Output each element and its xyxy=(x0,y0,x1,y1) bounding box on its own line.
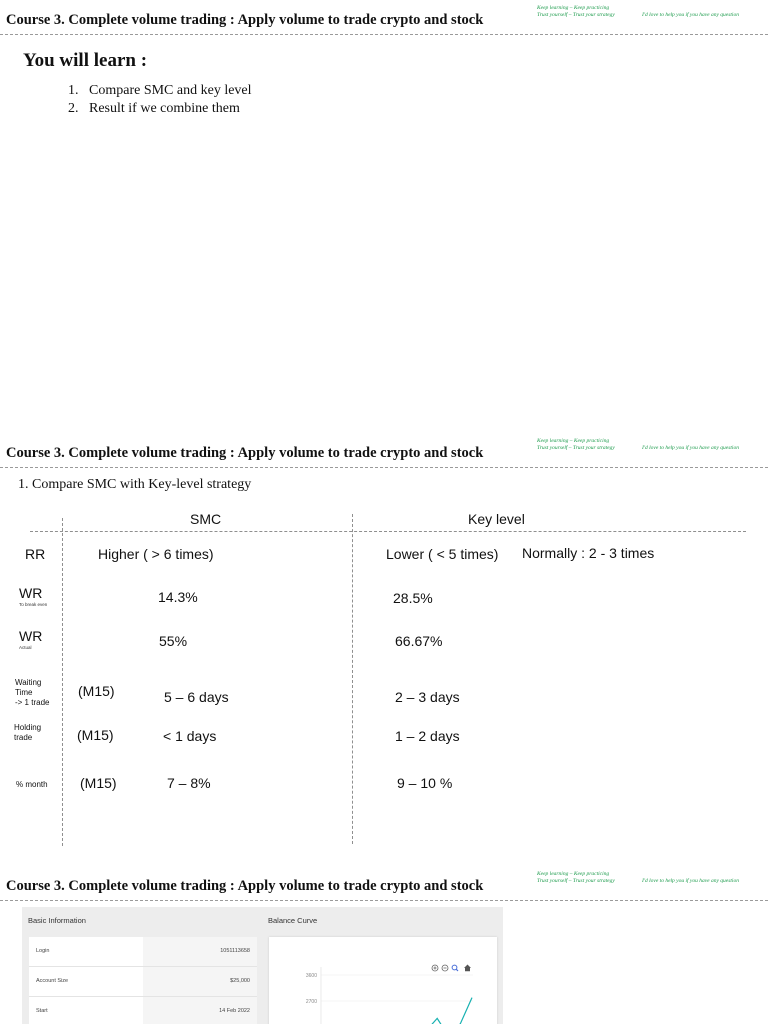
timeframe-label: (M15) xyxy=(77,727,114,743)
page-header xyxy=(0,866,768,901)
info-value: 1051113658 xyxy=(220,948,250,954)
search-icon[interactable] xyxy=(452,965,458,971)
row-sublabel-actual: Actual xyxy=(19,645,32,650)
motto-line-1: Keep learning – Keep practicing xyxy=(537,871,610,877)
smc-wr-break-even: 14.3% xyxy=(158,589,198,605)
timeframe-label: (M15) xyxy=(80,775,117,791)
row-label-waiting-time xyxy=(15,678,49,708)
row-sublabel-break-even: To break even xyxy=(19,602,48,607)
account-dashboard-screenshot xyxy=(22,907,503,1024)
row-label-wr: WR xyxy=(19,628,43,644)
motto-line-2: Trust yourself – Trust your strategy xyxy=(537,878,615,884)
motto xyxy=(537,871,615,885)
basic-info-table xyxy=(29,937,257,1024)
smc-waiting-time: 5 – 6 days xyxy=(164,689,229,705)
waiting-label-line-1: Waiting xyxy=(15,678,42,687)
list-number: 2. xyxy=(68,101,79,116)
table-row xyxy=(29,937,257,967)
course-title: Course 3. Complete volume trading : Apply volume to trade crypto and stock xyxy=(6,445,484,461)
balance-curve-title: Balance Curve xyxy=(268,916,318,925)
info-key: Start xyxy=(36,1008,48,1014)
course-title: Course 3. Complete volume trading : Apply volume to trade crypto and stock xyxy=(6,878,484,894)
key-wr-actual: 66.67% xyxy=(395,633,443,649)
list-item xyxy=(68,100,252,118)
holding-label-line-1: Holding xyxy=(14,723,42,732)
chart-plot xyxy=(306,967,473,1024)
key-percent-month: 9 – 10 % xyxy=(397,775,453,791)
row-label-holding-trade xyxy=(14,723,41,743)
info-value: $25,000 xyxy=(230,978,250,984)
key-wr-break-even: 28.5% xyxy=(393,590,433,606)
smc-rr: Higher ( > 6 times) xyxy=(98,546,214,562)
smc-holding-trade: < 1 days xyxy=(163,728,217,744)
zoom-in-icon[interactable] xyxy=(432,965,438,971)
info-key: Login xyxy=(36,948,50,954)
smc-wr-actual: 55% xyxy=(159,633,188,649)
chart-toolbar xyxy=(432,965,471,972)
learn-list xyxy=(68,82,252,118)
table-row xyxy=(29,997,257,1024)
motto-line-1: Keep learning – Keep practicing xyxy=(537,5,610,11)
list-item xyxy=(68,82,252,100)
learn-heading: You will learn : xyxy=(23,50,148,71)
header-divider xyxy=(30,531,746,532)
basic-info-title: Basic Information xyxy=(28,916,86,925)
y-tick-label: 3600 xyxy=(305,973,317,979)
timeframe-label: (M15) xyxy=(78,683,115,699)
help-note: I'd love to help you if you have any question xyxy=(642,445,739,451)
list-text: Compare SMC and key level xyxy=(89,83,252,98)
page-header xyxy=(0,433,768,468)
smc-percent-month: 7 – 8% xyxy=(167,775,211,791)
key-rr: Lower ( < 5 times) xyxy=(386,546,499,562)
smc-column-header: SMC xyxy=(190,511,222,527)
row-label-rr: RR xyxy=(25,546,46,562)
column-divider xyxy=(352,514,353,844)
motto xyxy=(537,5,615,19)
row-label-percent-month: % month xyxy=(16,780,48,789)
key-level-column-header: Key level xyxy=(468,511,525,527)
help-note: I'd love to help you if you have any question xyxy=(642,12,739,18)
info-key: Account Size xyxy=(36,978,69,984)
motto-line-1: Keep learning – Keep practicing xyxy=(537,438,610,444)
holding-label-line-2: trade xyxy=(14,733,33,742)
column-divider xyxy=(62,518,63,846)
table-row xyxy=(29,967,257,997)
section-title: 1. Compare SMC with Key-level strategy xyxy=(18,477,252,492)
motto-line-2: Trust yourself – Trust your strategy xyxy=(537,12,615,18)
motto-line-2: Trust yourself – Trust your strategy xyxy=(537,445,615,451)
y-tick-label: 2700 xyxy=(305,999,317,1005)
row-label-wr: WR xyxy=(19,585,43,601)
course-title: Course 3. Complete volume trading : Apply volume to trade crypto and stock xyxy=(6,12,484,28)
info-value: 14 Feb 2022 xyxy=(219,1008,250,1014)
list-number: 1. xyxy=(68,83,79,98)
balance-series-line xyxy=(414,998,472,1024)
balance-chart xyxy=(269,937,497,1024)
home-icon[interactable] xyxy=(464,965,471,972)
balance-chart-card xyxy=(269,937,497,1024)
help-note: I'd love to help you if you have any question xyxy=(642,878,739,884)
zoom-out-icon[interactable] xyxy=(442,965,448,971)
key-rr-note: Normally : 2 - 3 times xyxy=(522,545,655,561)
waiting-label-line-2: Time xyxy=(15,688,33,697)
key-holding-trade: 1 – 2 days xyxy=(395,728,460,744)
list-text: Result if we combine them xyxy=(89,101,240,116)
waiting-label-line-3: -> 1 trade xyxy=(15,698,50,707)
page-header xyxy=(0,0,768,35)
key-waiting-time: 2 – 3 days xyxy=(395,689,460,705)
motto xyxy=(537,438,615,452)
